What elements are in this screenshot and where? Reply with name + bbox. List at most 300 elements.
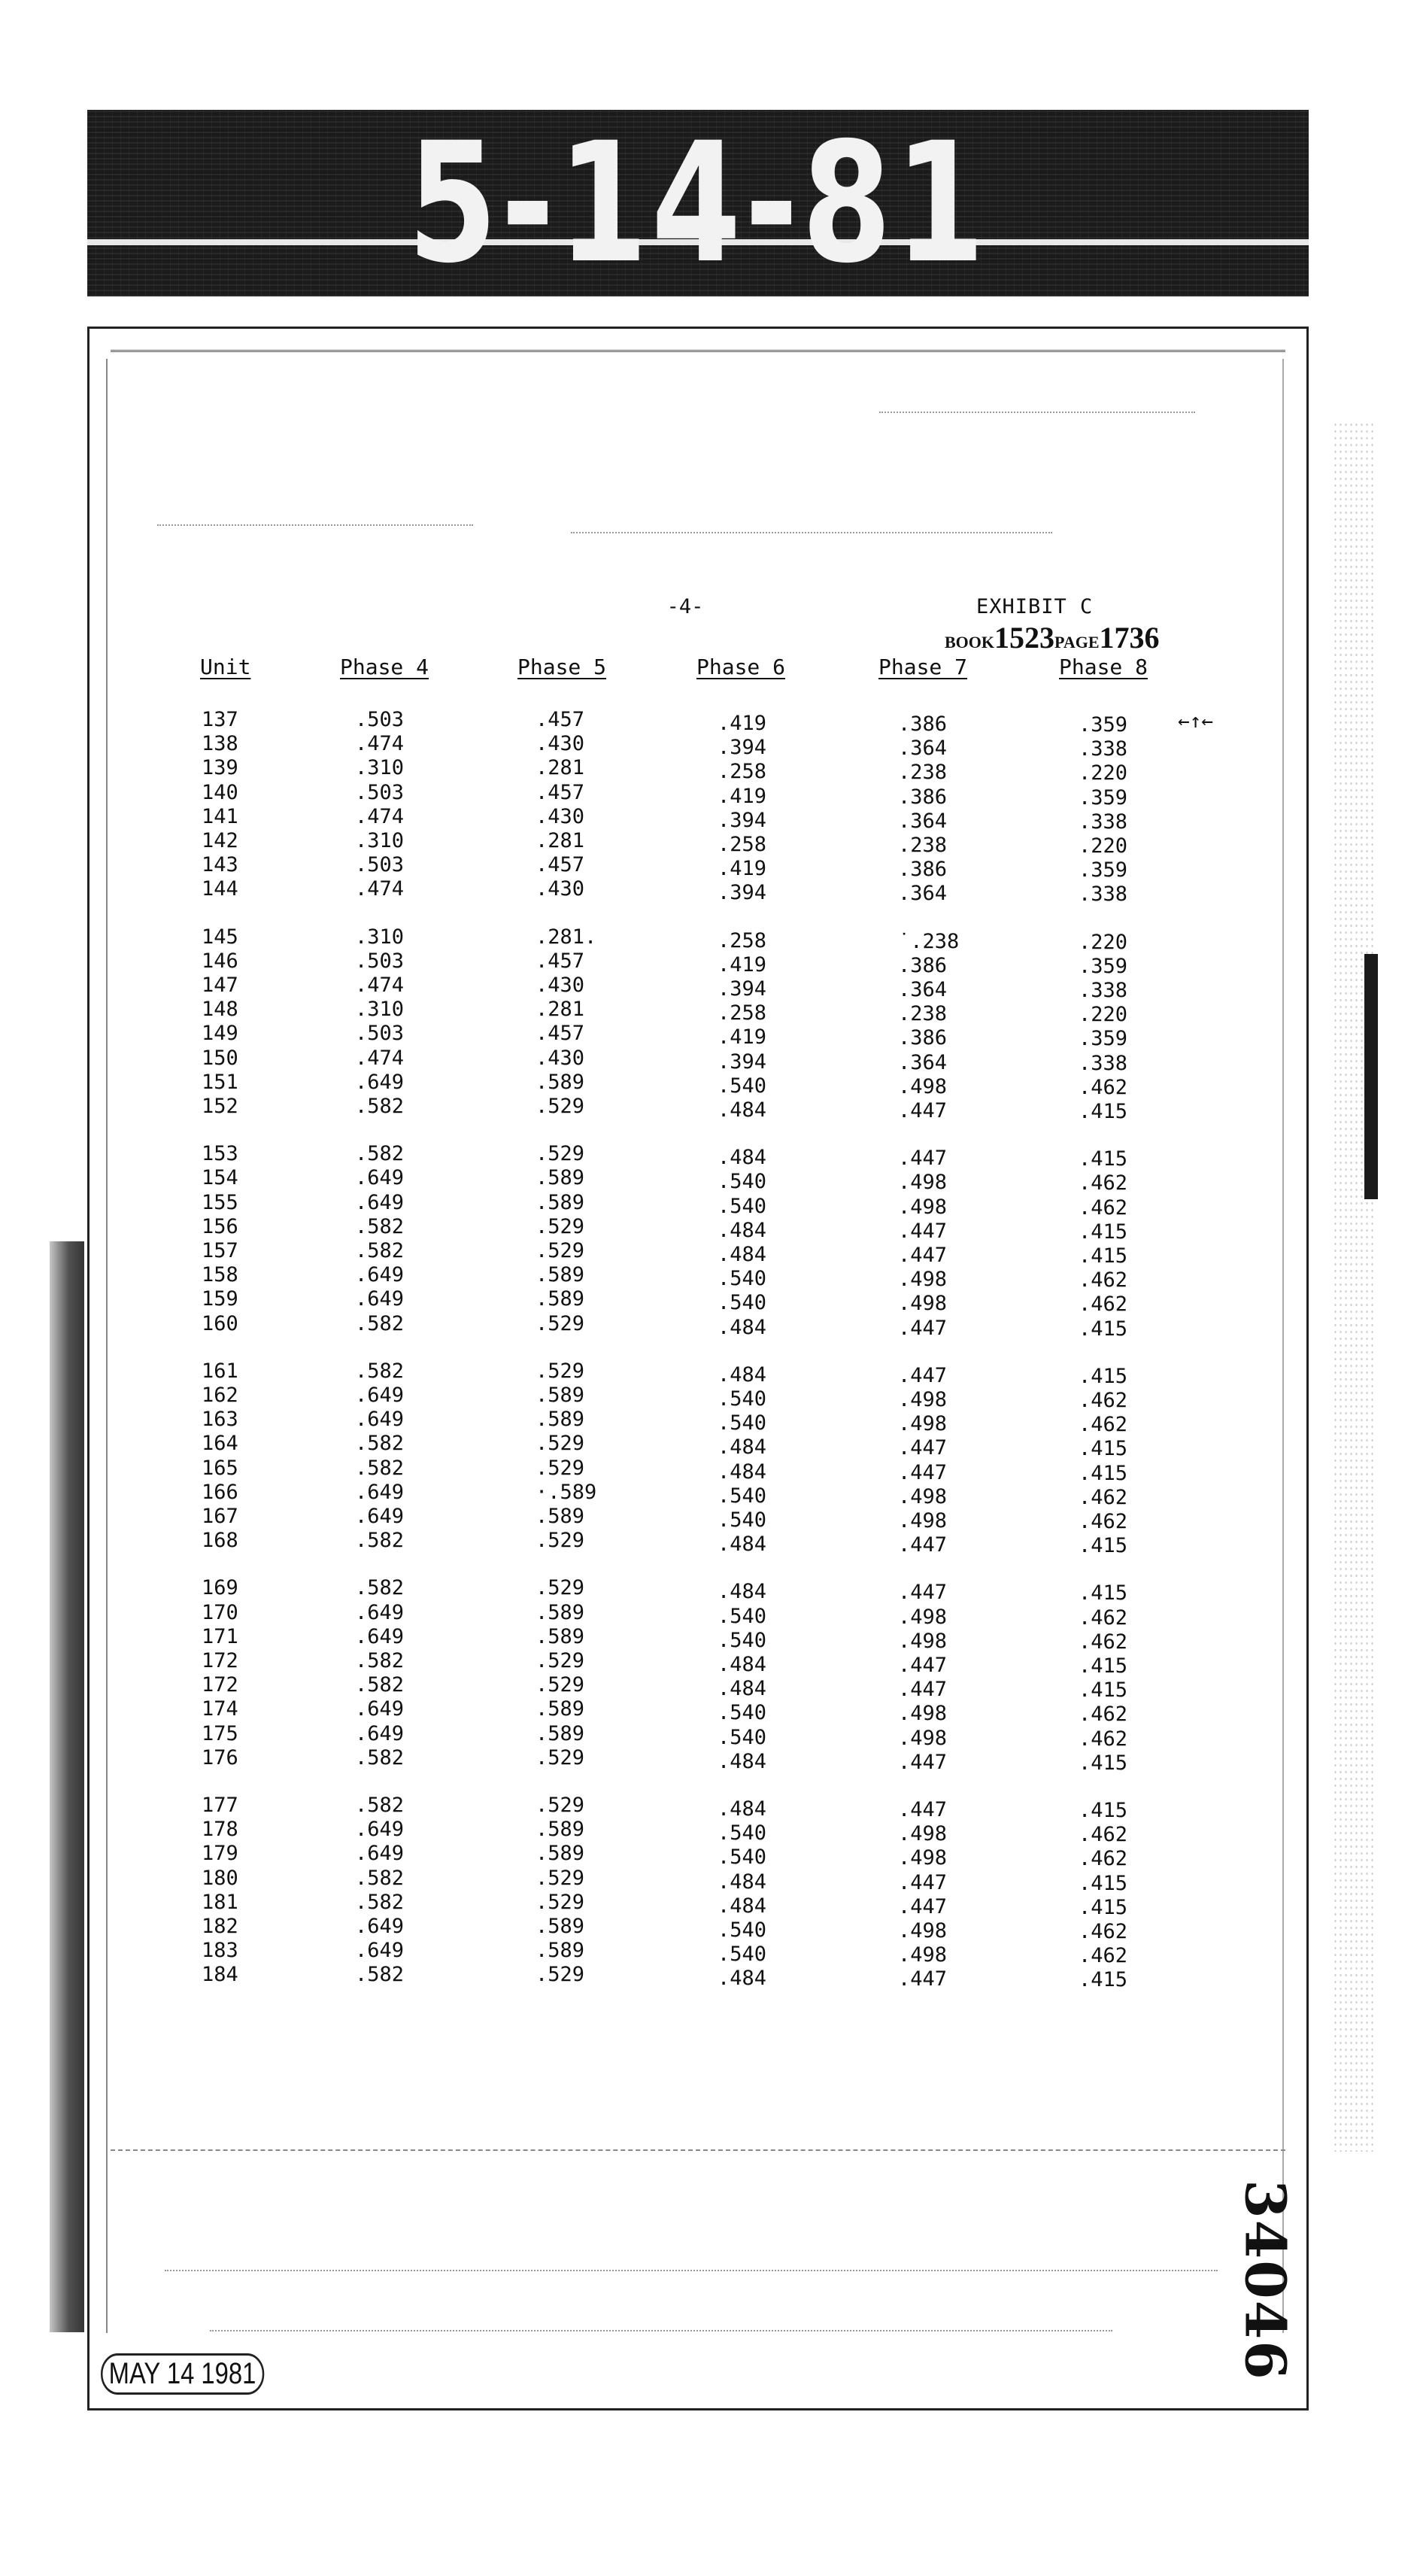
phase-6-cell: .540 (718, 1291, 767, 1314)
unit-cell: 137 (202, 708, 238, 731)
phase-4-cell: .582 (355, 1963, 405, 1986)
phase-5-cell: .457 (536, 949, 585, 973)
phase-7-cell: .498 (898, 1195, 948, 1219)
phase-6-cell: .484 (718, 1750, 767, 1773)
phase-7-cell: .447 (898, 1654, 948, 1677)
phase-5-cell: .589 (536, 1722, 585, 1745)
phase-6-cell: .540 (718, 1605, 767, 1628)
phase-4-cell: .649 (355, 1818, 405, 1841)
phase-7-cell: .498 (898, 1075, 948, 1098)
phase-6-cell: .484 (718, 1098, 767, 1122)
phase-6-cell: .484 (718, 1243, 767, 1266)
phase-5-cell: .589 (536, 1384, 585, 1407)
scan-speckle (1333, 421, 1375, 2152)
phase-8-cell: .462 (1079, 1486, 1128, 1509)
phase-7-cell: .498 (898, 1171, 948, 1194)
phase-7-cell: .498 (898, 1919, 948, 1943)
phase-4-cell: .582 (355, 1215, 405, 1238)
inner-right-rule (1282, 359, 1284, 2333)
phase-5-cell: .589 (536, 1263, 585, 1286)
phase-4-cell: .649 (355, 1263, 405, 1286)
phase-4-cell: .582 (355, 1576, 405, 1599)
scan-edge-shadow (50, 1241, 84, 2332)
phase-4-cell: .582 (355, 1312, 405, 1335)
column-header-phase-6: Phase 6 (696, 655, 786, 679)
phase-5-cell: .529 (536, 1432, 585, 1455)
phase-5-cell: .529 (536, 1215, 585, 1238)
phase-6-cell: .484 (718, 1580, 767, 1603)
unit-cell: 146 (202, 949, 238, 973)
phase-7-cell: .447 (898, 1751, 948, 1774)
phase-8-cell: .415 (1079, 1244, 1128, 1268)
phase-7-cell: .364 (898, 737, 948, 760)
phase-8-cell: .338 (1079, 882, 1128, 906)
phase-7-cell: .447 (898, 1967, 948, 1991)
phase-8-cell: .415 (1079, 1968, 1128, 1991)
phase-7-cell: .498 (898, 1412, 948, 1435)
phase-4-cell: .649 (355, 1166, 405, 1189)
unit-cell: 153 (202, 1142, 238, 1165)
phase-4-cell: .474 (355, 805, 405, 828)
phase-8-cell: .415 (1079, 1896, 1128, 1919)
phase-7-cell: .498 (898, 1702, 948, 1725)
inner-left-rule (106, 359, 108, 2333)
unit-cell: 140 (202, 781, 238, 804)
phase-7-cell: .447 (898, 1533, 948, 1557)
phase-8-cell: .220 (1079, 834, 1128, 858)
phase-5-cell: .457 (536, 1022, 585, 1045)
book-prefix: BOOK (945, 633, 995, 652)
phase-7-cell: .447 (898, 1798, 948, 1821)
unit-cell: 148 (202, 998, 238, 1021)
phase-5-cell: .529 (536, 1794, 585, 1817)
phase-5-cell: .589 (536, 1191, 585, 1214)
phase-5-cell: .430 (536, 805, 585, 828)
unit-cell: 180 (202, 1867, 238, 1890)
phase-8-cell: .415 (1079, 1462, 1128, 1485)
page-number: -4- (666, 595, 704, 618)
phase-5-cell: .457 (536, 781, 585, 804)
phase-8-cell: .415 (1079, 1799, 1128, 1822)
phase-4-cell: .649 (355, 1915, 405, 1938)
phase-6-cell: .419 (718, 712, 767, 735)
phase-7-cell: .238 (898, 761, 948, 784)
unit-cell: 174 (202, 1697, 238, 1721)
phase-6-cell: .419 (718, 857, 767, 880)
unit-cell: 176 (202, 1746, 238, 1769)
phase-4-cell: .503 (355, 853, 405, 876)
phase-8-cell: .359 (1079, 1027, 1128, 1050)
phase-4-cell: .582 (355, 1359, 405, 1383)
phase-6-cell: .540 (718, 1074, 767, 1098)
received-date-stamp: MAY 14 1981 (101, 2353, 264, 2395)
phase-7-cell: .447 (898, 1244, 948, 1267)
phase-5-cell: .589 (536, 1408, 585, 1431)
unit-cell: 179 (202, 1842, 238, 1865)
phase-7-cell: .498 (898, 1846, 948, 1870)
phase-6-cell: .540 (718, 1170, 767, 1193)
phase-7-cell: .498 (898, 1292, 948, 1315)
phase-8-cell: .462 (1079, 1847, 1128, 1870)
unit-cell: 164 (202, 1432, 238, 1455)
phase-7-cell: .364 (898, 882, 948, 905)
unit-cell: 170 (202, 1601, 238, 1624)
phase-6-cell: .484 (718, 1894, 767, 1918)
phase-8-cell: .415 (1079, 1317, 1128, 1341)
phase-6-cell: .484 (718, 1797, 767, 1821)
unit-cell: 152 (202, 1095, 238, 1118)
phase-4-cell: .649 (355, 1722, 405, 1745)
phase-5-cell: .529 (536, 1867, 585, 1890)
phase-8-cell: .462 (1079, 1510, 1128, 1533)
phase-8-cell: .462 (1079, 1293, 1128, 1316)
phase-7-cell: .364 (898, 1051, 948, 1074)
phase-7-cell: .447 (898, 1461, 948, 1484)
phase-7-cell: .386 (898, 858, 948, 881)
phase-5-cell: .589 (536, 1505, 585, 1528)
phase-8-cell: .359 (1079, 955, 1128, 978)
phase-7-cell: .386 (898, 712, 948, 736)
phase-6-cell: .419 (718, 953, 767, 977)
unit-cell: 182 (202, 1915, 238, 1938)
unit-cell: 141 (202, 805, 238, 828)
page-reference: 1736 (1099, 621, 1160, 655)
phase-4-cell: .649 (355, 1384, 405, 1407)
phase-7-cell: .498 (898, 1630, 948, 1653)
margin-arrow-mark: ←↑← (1178, 710, 1213, 733)
phase-4-cell: .582 (355, 1867, 405, 1890)
phase-7-cell: .447 (898, 1436, 948, 1460)
column-header-phase-4: Phase 4 (340, 655, 429, 679)
phase-4-cell: .582 (355, 1794, 405, 1817)
phase-6-cell: .540 (718, 1629, 767, 1652)
phase-4-cell: .582 (355, 1432, 405, 1455)
unit-cell: 156 (202, 1215, 238, 1238)
phase-8-cell: .359 (1079, 858, 1128, 882)
phase-5-cell: .589 (536, 1939, 585, 1962)
phase-8-cell: .415 (1079, 1581, 1128, 1605)
phase-8-cell: .415 (1079, 1437, 1128, 1460)
phase-6-cell: .540 (718, 1845, 767, 1869)
phase-7-cell: .447 (898, 1895, 948, 1918)
phase-7-cell: .447 (898, 1147, 948, 1170)
phase-4-cell: .649 (355, 1697, 405, 1721)
exhibit-label: EXHIBIT C (976, 595, 1094, 618)
phase-8-cell: .415 (1079, 1100, 1128, 1123)
phase-8-cell: .338 (1079, 810, 1128, 834)
phase-7-cell: .498 (898, 1822, 948, 1845)
phase-5-cell: .589 (536, 1697, 585, 1721)
phase-7-cell: .364 (898, 978, 948, 1001)
phase-6-cell: .419 (718, 785, 767, 808)
phase-6-cell: .258 (718, 833, 767, 856)
phase-6-cell: .419 (718, 1025, 767, 1049)
phase-6-cell: .394 (718, 977, 767, 1001)
phase-4-cell: .582 (355, 1673, 405, 1697)
phase-8-cell: .338 (1079, 1052, 1128, 1075)
phase-7-cell: .447 (898, 1364, 948, 1387)
phase-8-cell: .415 (1079, 1654, 1128, 1678)
phase-8-cell: .462 (1079, 1727, 1128, 1751)
phase-8-cell: .462 (1079, 1268, 1128, 1292)
phase-4-cell: .474 (355, 877, 405, 901)
unit-cell: 143 (202, 853, 238, 876)
phase-8-cell: .338 (1079, 737, 1128, 761)
phase-6-cell: .484 (718, 1363, 767, 1387)
unit-cell: 139 (202, 756, 238, 779)
phase-4-cell: .649 (355, 1601, 405, 1624)
phase-7-cell: .386 (898, 954, 948, 977)
phase-8-cell: .462 (1079, 1703, 1128, 1726)
phase-4-cell: .649 (355, 1481, 405, 1504)
unit-cell: 184 (202, 1963, 238, 1986)
unit-cell: 169 (202, 1576, 238, 1599)
unit-cell: 157 (202, 1239, 238, 1262)
unit-cell: 177 (202, 1794, 238, 1817)
phase-4-cell: .649 (355, 1191, 405, 1214)
phase-7-cell: .238 (898, 834, 948, 857)
phase-8-cell: .220 (1079, 761, 1128, 785)
top-rule (111, 350, 1285, 352)
phase-7-cell: ˙.238 (898, 930, 960, 953)
phase-8-cell: .462 (1079, 1944, 1128, 1967)
phase-6-cell: .484 (718, 1677, 767, 1700)
phase-7-cell: .498 (898, 1605, 948, 1629)
scan-noise (879, 412, 1195, 413)
phase-5-cell: .529 (536, 1095, 585, 1118)
phase-5-cell: .529 (536, 1312, 585, 1335)
phase-5-cell: .529 (536, 1576, 585, 1599)
unit-cell: 183 (202, 1939, 238, 1962)
unit-cell: 147 (202, 974, 238, 997)
phase-7-cell: .447 (898, 1871, 948, 1894)
phase-4-cell: .582 (355, 1746, 405, 1769)
phase-7-cell: .238 (898, 1002, 948, 1025)
phase-7-cell: .447 (898, 1581, 948, 1604)
phase-4-cell: .503 (355, 949, 405, 973)
phase-8-cell: .462 (1079, 1196, 1128, 1220)
phase-4-cell: .503 (355, 781, 405, 804)
banner-date: 5-14-81 (407, 107, 989, 299)
phase-5-cell: .430 (536, 732, 585, 755)
phase-6-cell: .484 (718, 1219, 767, 1242)
unit-cell: 171 (202, 1625, 238, 1648)
phase-5-cell: .589 (536, 1601, 585, 1624)
phase-8-cell: .415 (1079, 1534, 1128, 1557)
unit-cell: 161 (202, 1359, 238, 1383)
phase-5-cell: .529 (536, 1963, 585, 1986)
phase-8-cell: .462 (1079, 1823, 1128, 1846)
phase-6-cell: .540 (718, 1508, 767, 1532)
phase-8-cell: .415 (1079, 1678, 1128, 1702)
phase-8-cell: .462 (1079, 1413, 1128, 1436)
phase-5-cell: .589 (536, 1818, 585, 1841)
phase-5-cell: .589 (536, 1915, 585, 1938)
phase-6-cell: .540 (718, 1484, 767, 1508)
phase-4-cell: .310 (355, 925, 405, 949)
unit-cell: 144 (202, 877, 238, 901)
bottom-rule (111, 2149, 1285, 2151)
unit-cell: 138 (202, 732, 238, 755)
phase-4-cell: .310 (355, 829, 405, 852)
phase-4-cell: .503 (355, 1022, 405, 1045)
phase-4-cell: .649 (355, 1842, 405, 1865)
phase-6-cell: .540 (718, 1943, 767, 1966)
phase-8-cell: .220 (1079, 931, 1128, 954)
phase-5-cell: .589 (536, 1166, 585, 1189)
phase-7-cell: .447 (898, 1317, 948, 1340)
margin-bar (1364, 954, 1378, 1199)
phase-7-cell: .447 (898, 1678, 948, 1701)
unit-cell: 178 (202, 1818, 238, 1841)
phase-4-cell: .310 (355, 756, 405, 779)
phase-5-cell: .529 (536, 1359, 585, 1383)
phase-4-cell: .582 (355, 1457, 405, 1480)
phase-8-cell: .415 (1079, 1872, 1128, 1895)
phase-5-cell: .529 (536, 1673, 585, 1697)
phase-6-cell: .484 (718, 1870, 767, 1894)
phase-6-cell: .394 (718, 736, 767, 759)
phase-7-cell: .498 (898, 1268, 948, 1291)
phase-6-cell: .484 (718, 1533, 767, 1556)
phase-6-cell: .540 (718, 1918, 767, 1942)
phase-8-cell: .415 (1079, 1147, 1128, 1171)
phase-7-cell: .498 (898, 1485, 948, 1508)
phase-4-cell: .474 (355, 1046, 405, 1070)
phase-5-cell: .589 (536, 1071, 585, 1094)
phase-7-cell: .364 (898, 810, 948, 833)
phase-8-cell: .359 (1079, 713, 1128, 737)
phase-5-cell: .529 (536, 1529, 585, 1552)
unit-cell: 154 (202, 1166, 238, 1189)
phase-5-cell: .529 (536, 1142, 585, 1165)
phase-4-cell: .582 (355, 1142, 405, 1165)
unit-cell: 145 (202, 925, 238, 949)
phase-5-cell: .589 (536, 1287, 585, 1311)
phase-6-cell: .484 (718, 1435, 767, 1459)
phase-5-cell: .589 (536, 1842, 585, 1865)
phase-4-cell: .310 (355, 998, 405, 1021)
scan-noise (571, 532, 1052, 533)
unit-cell: 167 (202, 1505, 238, 1528)
phase-7-cell: .447 (898, 1220, 948, 1243)
unit-cell: 165 (202, 1457, 238, 1480)
phase-6-cell: .484 (718, 1967, 767, 1990)
phase-5-cell: .430 (536, 877, 585, 901)
column-header-phase-5: Phase 5 (517, 655, 607, 679)
unit-cell: 150 (202, 1046, 238, 1070)
phase-6-cell: .394 (718, 881, 767, 904)
page-prefix: PAGE (1054, 633, 1100, 652)
phase-5-cell: .529 (536, 1649, 585, 1672)
phase-7-cell: .498 (898, 1943, 948, 1967)
phase-6-cell: .540 (718, 1195, 767, 1218)
unit-cell: 172 (202, 1673, 238, 1697)
unit-cell: 166 (202, 1481, 238, 1504)
unit-cell: 149 (202, 1022, 238, 1045)
phase-5-cell: .281. (536, 925, 597, 949)
phase-8-cell: .415 (1079, 1220, 1128, 1244)
phase-6-cell: .540 (718, 1411, 767, 1435)
unit-cell: 168 (202, 1529, 238, 1552)
phase-6-cell: .540 (718, 1701, 767, 1724)
unit-cell: 181 (202, 1891, 238, 1914)
unit-cell: 160 (202, 1312, 238, 1335)
phase-8-cell: .462 (1079, 1606, 1128, 1630)
phase-5-cell: .457 (536, 708, 585, 731)
phase-7-cell: .386 (898, 1026, 948, 1050)
phase-5-cell: .430 (536, 974, 585, 997)
phase-6-cell: .258 (718, 1001, 767, 1025)
unit-cell: 163 (202, 1408, 238, 1431)
unit-cell: 172 (202, 1649, 238, 1672)
unit-cell: 142 (202, 829, 238, 852)
phase-6-cell: .258 (718, 929, 767, 952)
phase-4-cell: .582 (355, 1891, 405, 1914)
phase-5-cell: ·.589 (536, 1481, 597, 1504)
phase-5-cell: .529 (536, 1891, 585, 1914)
phase-8-cell: .462 (1079, 1076, 1128, 1099)
phase-4-cell: .582 (355, 1239, 405, 1262)
phase-8-cell: .462 (1079, 1630, 1128, 1654)
column-header-phase-7: Phase 7 (878, 655, 968, 679)
column-header-unit: Unit (200, 655, 251, 679)
phase-6-cell: .484 (718, 1653, 767, 1676)
phase-6-cell: .540 (718, 1726, 767, 1749)
filing-number: 34046 (1232, 2180, 1297, 2381)
phase-4-cell: .474 (355, 974, 405, 997)
phase-4-cell: .582 (355, 1529, 405, 1552)
phase-4-cell: .649 (355, 1287, 405, 1311)
phase-4-cell: .649 (355, 1408, 405, 1431)
phase-8-cell: .462 (1079, 1920, 1128, 1943)
unit-cell: 162 (202, 1384, 238, 1407)
phase-4-cell: .582 (355, 1649, 405, 1672)
book-number: 1523 (994, 621, 1055, 655)
unit-cell: 155 (202, 1191, 238, 1214)
phase-8-cell: .338 (1079, 979, 1128, 1002)
phase-5-cell: .281 (536, 829, 585, 852)
phase-7-cell: .447 (898, 1099, 948, 1122)
phase-5-cell: .529 (536, 1457, 585, 1480)
phase-8-cell: .415 (1079, 1751, 1128, 1775)
phase-7-cell: .498 (898, 1509, 948, 1533)
phase-4-cell: .649 (355, 1505, 405, 1528)
phase-4-cell: .582 (355, 1095, 405, 1118)
unit-cell: 159 (202, 1287, 238, 1311)
phase-5-cell: .281 (536, 756, 585, 779)
phase-6-cell: .540 (718, 1821, 767, 1845)
phase-5-cell: .457 (536, 853, 585, 876)
column-header-phase-8: Phase 8 (1059, 655, 1148, 679)
unit-cell: 151 (202, 1071, 238, 1094)
phase-8-cell: .462 (1079, 1171, 1128, 1195)
phase-5-cell: .529 (536, 1239, 585, 1262)
phase-6-cell: .394 (718, 1050, 767, 1074)
phase-8-cell: .462 (1079, 1389, 1128, 1412)
phase-7-cell: .386 (898, 785, 948, 809)
phase-8-cell: .220 (1079, 1003, 1128, 1026)
unit-cell: 158 (202, 1263, 238, 1286)
book-page-reference (945, 620, 1160, 655)
phase-4-cell: .649 (355, 1071, 405, 1094)
phase-6-cell: .484 (718, 1316, 767, 1339)
scan-noise (165, 2270, 1218, 2271)
phase-5-cell: .281 (536, 998, 585, 1021)
phase-7-cell: .498 (898, 1727, 948, 1750)
scan-noise (210, 2330, 1112, 2331)
phase-4-cell: .474 (355, 732, 405, 755)
